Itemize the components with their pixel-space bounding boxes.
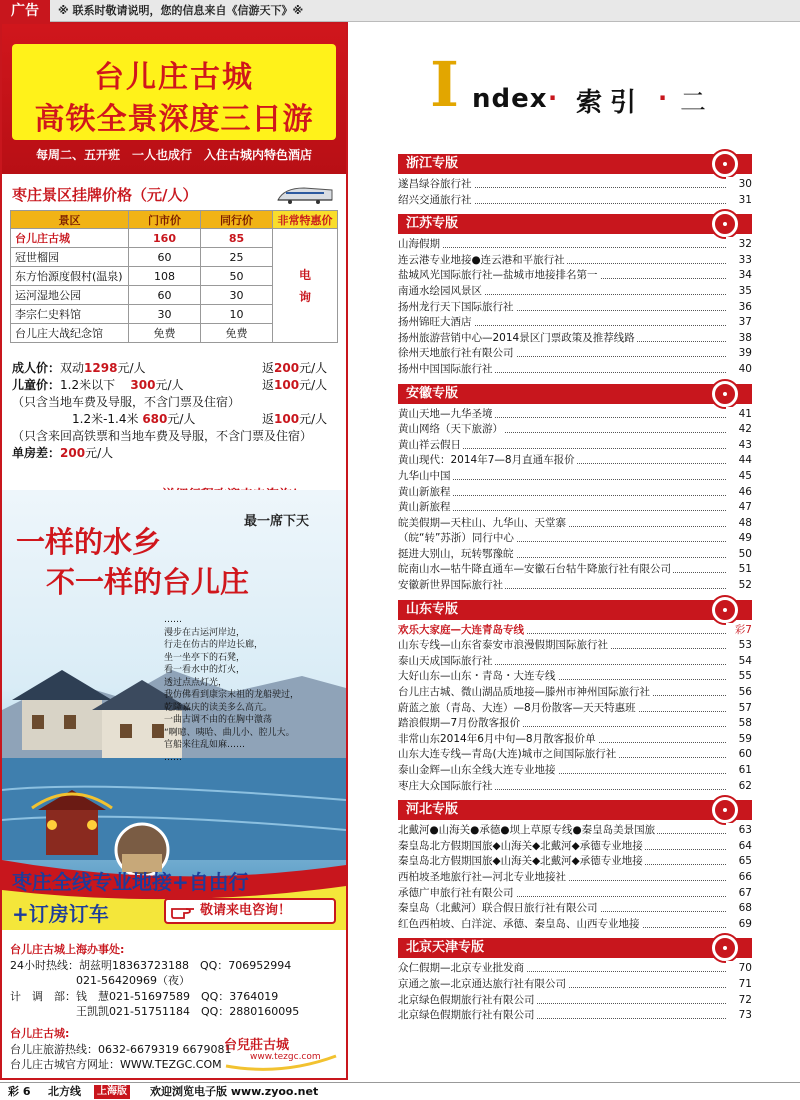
index-entry[interactable]	[398, 701, 752, 717]
index-entry[interactable]	[398, 237, 752, 253]
index-section-header	[398, 938, 752, 958]
index-entry[interactable]	[398, 779, 752, 795]
entry-title: 西柏坡圣地旅行社—河北专业地接社	[398, 870, 566, 883]
child-fare-2: 1.2米-1.4米 680元/人 返100元/人	[72, 412, 328, 426]
entry-title: 挺进大别山，玩转鄂豫皖	[398, 547, 514, 560]
price-table-header	[11, 211, 338, 229]
entry-page: 44	[726, 453, 752, 469]
entry-page: 73	[726, 1008, 752, 1024]
index-section-header	[398, 800, 752, 820]
index-section-header	[398, 384, 752, 404]
ad-subtitle: 每周二、五开班 一人也成行 入住古城内特色酒店	[35, 148, 312, 162]
entry-page: 64	[726, 839, 752, 855]
train-icon	[274, 184, 336, 206]
index-list	[398, 154, 752, 1024]
leader-dots	[398, 247, 728, 248]
index-entry[interactable]	[398, 747, 752, 763]
entry-page: 55	[726, 669, 752, 685]
index-entry[interactable]	[398, 917, 752, 933]
index-entry[interactable]	[398, 547, 752, 563]
entry-title: 山海假期	[398, 238, 440, 251]
slogan-line1: 一样的水乡	[16, 525, 162, 559]
index-entry[interactable]	[398, 284, 752, 300]
index-entry[interactable]	[398, 901, 752, 917]
entry-page: 47	[726, 500, 752, 516]
index-initial: I	[430, 48, 460, 121]
special-price-call	[273, 229, 338, 343]
entry-page: 61	[726, 763, 752, 779]
section-disc-icon	[712, 797, 738, 823]
ad-title-line2: 高铁全景深度三日游	[34, 102, 314, 137]
table-row: 冠世榴园 60 25	[11, 248, 338, 267]
entry-title: 北京绿色假期旅行社有限公司	[398, 993, 535, 1006]
poem: …… 漫步在古运河岸边， 行走在仿古的岸边长廊， 坐一坐亭下的石凳， 看一看水中的灯火， 透过点点灯光， 我仿佛看到康宗末祖的龙船驶过， 乾隆嘉庆的读美多么高亢。 一曲古调不由的在胸中激荡 “啊噫、咦哈、曲儿小、腔儿大。 官船来往乱如麻…… ……	[164, 615, 300, 763]
entry-title: 承德广申旅行社有限公司	[398, 886, 514, 899]
entry-title: 北戴河●山海关●承德●坝上草原专线●秦皇岛美景国旅	[398, 824, 656, 837]
entry-page: 46	[726, 485, 752, 501]
entry-title: （皖“转”苏浙）同行中心	[398, 532, 514, 545]
entry-title: 北京绿色假期旅行社有限公司	[398, 1009, 535, 1022]
entry-page: 68	[726, 901, 752, 917]
entry-title: 遂昌绿谷旅行社	[398, 178, 472, 190]
section-title: 河北专版	[406, 802, 459, 818]
index-entry[interactable]	[398, 268, 752, 284]
table-row: 东方怡源度假村(温泉) 108 50	[11, 267, 338, 286]
section-disc-icon	[712, 381, 738, 407]
index-entry[interactable]	[398, 253, 752, 269]
hq-title: 台儿庄古城:	[10, 1026, 70, 1040]
entry-page: 67	[726, 886, 752, 902]
ad-title-line1: 台儿庄古城	[94, 60, 254, 95]
entry-page: 40	[726, 362, 752, 378]
index-entry[interactable]	[398, 531, 752, 547]
col-peer: 同行价	[201, 211, 273, 229]
entry-title: 众仁假期—北京专业批发商	[398, 962, 524, 975]
fare-list	[12, 360, 340, 462]
index-number: 二	[680, 88, 707, 118]
entry-title: 红色西柏坡、白洋淀、承德、秦皇岛、山西专业地接	[398, 917, 640, 930]
pointing-hand-icon	[170, 901, 196, 921]
entry-title: 扬州锦旺大酒店	[398, 316, 472, 329]
index-word: ndex	[472, 84, 548, 114]
col-special: 非常特惠价	[273, 211, 338, 229]
entry-page: 69	[726, 917, 752, 933]
entry-title: 秦皇岛北方假期国旅◆山海关◆北戴河◆承德专业地接	[398, 839, 643, 852]
section-disc-icon	[712, 935, 738, 961]
table-row: 运河湿地公园 60 30	[11, 286, 338, 305]
entry-page: 31	[726, 193, 752, 209]
entry-title: 安徽新世界国际旅行社	[398, 579, 503, 592]
index-entry[interactable]	[398, 638, 752, 654]
bullet-dot-icon: ·	[658, 84, 668, 112]
entry-page: 33	[726, 253, 752, 269]
page-number: 彩 6	[8, 1085, 31, 1098]
entry-title: 皖美假期—天柱山、九华山、天堂寨	[398, 516, 566, 529]
entry-title: 扬州龙行天下国际旅行社	[398, 300, 514, 313]
entry-page: 42	[726, 422, 752, 438]
top-bar	[0, 0, 800, 22]
index-entry[interactable]	[398, 346, 752, 362]
entry-page: 38	[726, 331, 752, 347]
section-title: 北京天津专版	[406, 940, 485, 956]
entry-title: 黄山新旅程	[398, 501, 451, 514]
index-entry[interactable]	[398, 839, 752, 855]
entry-title: 黄山祥云假日	[398, 438, 461, 451]
entry-title: 枣庄大众国际旅行社	[398, 779, 493, 792]
index-section-header	[398, 214, 752, 234]
price-table-title: 枣庄景区挂牌价格（元/人）	[12, 186, 198, 204]
section-title: 浙江专版	[406, 156, 459, 171]
promo-line1: 枣庄全线专业地接+自由行	[12, 870, 249, 894]
adult-fare: 成人价：双动1298元/人 返200元/人	[12, 361, 328, 375]
entry-title: 蔚蓝之旅（青岛、大连）—8月份散客—天天特惠班	[398, 701, 636, 714]
entry-title: 泰山金辉—山东全线大连专业地接	[398, 764, 556, 776]
col-scenic: 景区	[11, 211, 129, 229]
index-entry[interactable]	[398, 453, 752, 469]
col-retail: 门市价	[129, 211, 201, 229]
index-section-header	[398, 600, 752, 620]
index-entry[interactable]	[398, 438, 752, 454]
entry-page: 71	[726, 977, 752, 993]
entry-page: 43	[726, 438, 752, 454]
entry-page: 32	[726, 237, 752, 253]
entry-title: 南通水绘园风景区	[398, 284, 482, 297]
index-entry[interactable]	[398, 362, 752, 378]
promo-line2: +订房订车	[12, 902, 109, 926]
ad-header	[2, 24, 346, 174]
index-entry[interactable]	[398, 331, 752, 347]
entry-title: 秦皇岛（北戴河）联合假日旅行社有限公司	[398, 902, 598, 915]
office-title: 台儿庄古城上海办事处:	[10, 943, 125, 956]
entry-page: 彩7	[726, 623, 752, 639]
index-entry[interactable]	[398, 716, 752, 732]
entry-title: 欢乐大家庭—大连青岛专线	[398, 623, 524, 636]
index-entry[interactable]	[398, 685, 752, 701]
index-entry[interactable]	[398, 315, 752, 331]
slogan-line2: 不一样的台儿庄	[46, 565, 250, 599]
section-title: 山东专版	[406, 601, 459, 617]
entry-page: 45	[726, 469, 752, 485]
index-section-header	[398, 154, 752, 174]
table-row: 李宗仁史料馆 30 10	[11, 305, 338, 324]
section-title: 江苏专版	[406, 216, 459, 232]
entry-page: 72	[726, 993, 752, 1009]
index-entry[interactable]	[398, 578, 752, 594]
advertisement-panel	[0, 22, 348, 1080]
scenic-poster	[2, 490, 346, 930]
edition-badge: 上海版	[94, 1085, 130, 1099]
entry-page: 51	[726, 562, 752, 578]
index-chinese: 索引	[576, 88, 645, 118]
entry-page: 58	[726, 716, 752, 732]
child-note-2: （只含来回高铁票和当地车费及导服，不含门票及住宿）	[12, 429, 313, 443]
special-note: 电 询	[298, 267, 311, 304]
entry-title: 大好山东—山东・青岛・大连专线	[398, 670, 556, 683]
entry-page: 35	[726, 284, 752, 300]
hq-line: 台儿庄旅游热线：0632-6679319 6679081	[10, 1042, 232, 1056]
entry-page: 36	[726, 300, 752, 316]
entry-title: 京通之旅—北京通达旅行社有限公司	[398, 977, 566, 990]
bullet-dot-icon: ·	[548, 84, 558, 112]
entry-page: 54	[726, 654, 752, 670]
section-disc-icon	[712, 597, 738, 623]
table-row: 台儿庄大战纪念馆 免费 免费	[11, 324, 338, 343]
calligraphy-best: 最一席下天	[244, 514, 310, 529]
section-title: 安徽专版	[406, 385, 459, 401]
entry-page: 63	[726, 823, 752, 839]
entry-page: 37	[726, 315, 752, 331]
child-note-1: （只含当地车费及导服，不含门票及住宿）	[12, 395, 241, 409]
hq-line: 台儿庄古城官方网址：WWW.TEZGC.COM	[10, 1058, 222, 1072]
entry-title: 绍兴交通旅行社	[398, 193, 472, 206]
entry-title: 泰山天成国际旅行社	[398, 654, 493, 667]
index-entry[interactable]	[398, 1008, 752, 1024]
index-entry[interactable]	[398, 669, 752, 685]
entry-title: 盐城风光国际旅行社—盐城市地接排名第一	[398, 269, 598, 282]
section-disc-icon	[712, 151, 738, 177]
entry-title: 秦皇岛北方假期国旅◆山海关◆北戴河◆承德专业地接	[398, 855, 643, 868]
single-room-fare: 单房差：200元/人	[12, 446, 114, 460]
index-entry[interactable]	[398, 977, 752, 993]
entry-page: 48	[726, 516, 752, 532]
index-entry[interactable]	[398, 993, 752, 1009]
contact-line: 021-56420969（夜）	[10, 974, 190, 988]
index-entry[interactable]	[398, 961, 752, 977]
section-name: 北方线	[48, 1085, 81, 1098]
index-entry[interactable]	[398, 886, 752, 902]
footer-note: 欢迎浏览电子版 www.zyoo.net	[150, 1085, 319, 1098]
entry-page: 49	[726, 531, 752, 547]
contact-line: 计 调 部：钱 慧021-51697589 QQ：3764019	[10, 989, 279, 1003]
entry-page: 65	[726, 854, 752, 870]
entry-page: 52	[726, 578, 752, 594]
logo-url: www.tezgc.com	[250, 1052, 321, 1062]
index-entry[interactable]	[398, 469, 752, 485]
entry-page: 59	[726, 732, 752, 748]
entry-page: 56	[726, 685, 752, 701]
index-entry[interactable]	[398, 854, 752, 870]
section-disc-icon	[712, 211, 738, 237]
entry-page: 70	[726, 961, 752, 977]
index-entry[interactable]	[398, 485, 752, 501]
entry-page: 39	[726, 346, 752, 362]
entry-title: 黄山新旅程	[398, 485, 451, 498]
index-entry[interactable]	[398, 193, 752, 209]
entry-title: 扬州旅游营销中心—2014景区门票政策及推荐线路	[398, 331, 635, 344]
ad-tag: 广告	[0, 0, 50, 22]
entry-page: 30	[726, 177, 752, 193]
entry-page: 53	[726, 638, 752, 654]
entry-title: 踏浪假期—7月份散客报价	[398, 717, 521, 730]
index-entry[interactable]	[398, 623, 752, 639]
entry-title: 黄山天地—九华圣境	[398, 407, 493, 420]
index-entry[interactable]	[398, 870, 752, 886]
index-entry[interactable]	[398, 422, 752, 438]
source-note: ※ 联系时敬请说明，您的信息来自《信游天下》※	[58, 4, 304, 17]
child-fare: 儿童价：1.2米以下 300元/人 返100元/人	[12, 378, 328, 392]
entry-title: 山东大连专线—青岛(大连)城市之间国际旅行社	[398, 748, 617, 761]
entry-title: 徐州天地旅行社有限公司	[398, 347, 514, 360]
entry-title: 皖南山水—牯牛降直通车—安徽石台牯牛降旅行社有限公司	[398, 563, 671, 576]
entry-page: 41	[726, 407, 752, 423]
contact-line: 24小时热线：胡兹明18363723188 QQ：706952994	[10, 958, 292, 972]
index-entry[interactable]	[398, 562, 752, 578]
page-footer	[0, 1082, 800, 1100]
index-entry[interactable]	[398, 177, 752, 193]
entry-page: 34	[726, 268, 752, 284]
entry-page: 66	[726, 870, 752, 886]
index-entry[interactable]	[398, 763, 752, 779]
entry-title: 扬州中国国际旅行社	[398, 362, 493, 375]
index-entry[interactable]	[398, 516, 752, 532]
contact-line: 王凯凯021-51751184 QQ：2880160095	[10, 1005, 300, 1019]
entry-title: 九华山中国	[398, 469, 451, 482]
index-entry[interactable]	[398, 823, 752, 839]
entry-title: 连云港专业地接●连云港和平旅行社	[398, 253, 565, 266]
index-entry[interactable]	[398, 654, 752, 670]
entry-title: 黄山现代：2014年7—8月直通车报价	[398, 454, 575, 467]
entry-page: 60	[726, 747, 752, 763]
entry-page: 50	[726, 547, 752, 563]
entry-page: 57	[726, 701, 752, 717]
index-entry[interactable]	[398, 300, 752, 316]
entry-page: 62	[726, 779, 752, 795]
entry-title: 台儿庄古城、微山湖品质地接—滕州市神州国际旅行社	[398, 686, 650, 699]
entry-title: 山东专线—山东省泰安市浪漫假期国际旅行社	[398, 639, 608, 652]
price-table	[10, 210, 338, 343]
consult-badge: 敬请来电咨询！	[164, 898, 336, 924]
table-row: 台儿庄古城 160 85 电 询	[11, 229, 338, 248]
index-entry[interactable]	[398, 407, 752, 423]
index-entry[interactable]	[398, 500, 752, 516]
index-entry[interactable]	[398, 732, 752, 748]
entry-title: 黄山网络（天下旅游）	[398, 423, 503, 436]
logo-text: 台兒莊古城	[224, 1038, 290, 1053]
entry-title: 非常山东2014年6月中旬—8月散客报价单	[398, 732, 596, 745]
